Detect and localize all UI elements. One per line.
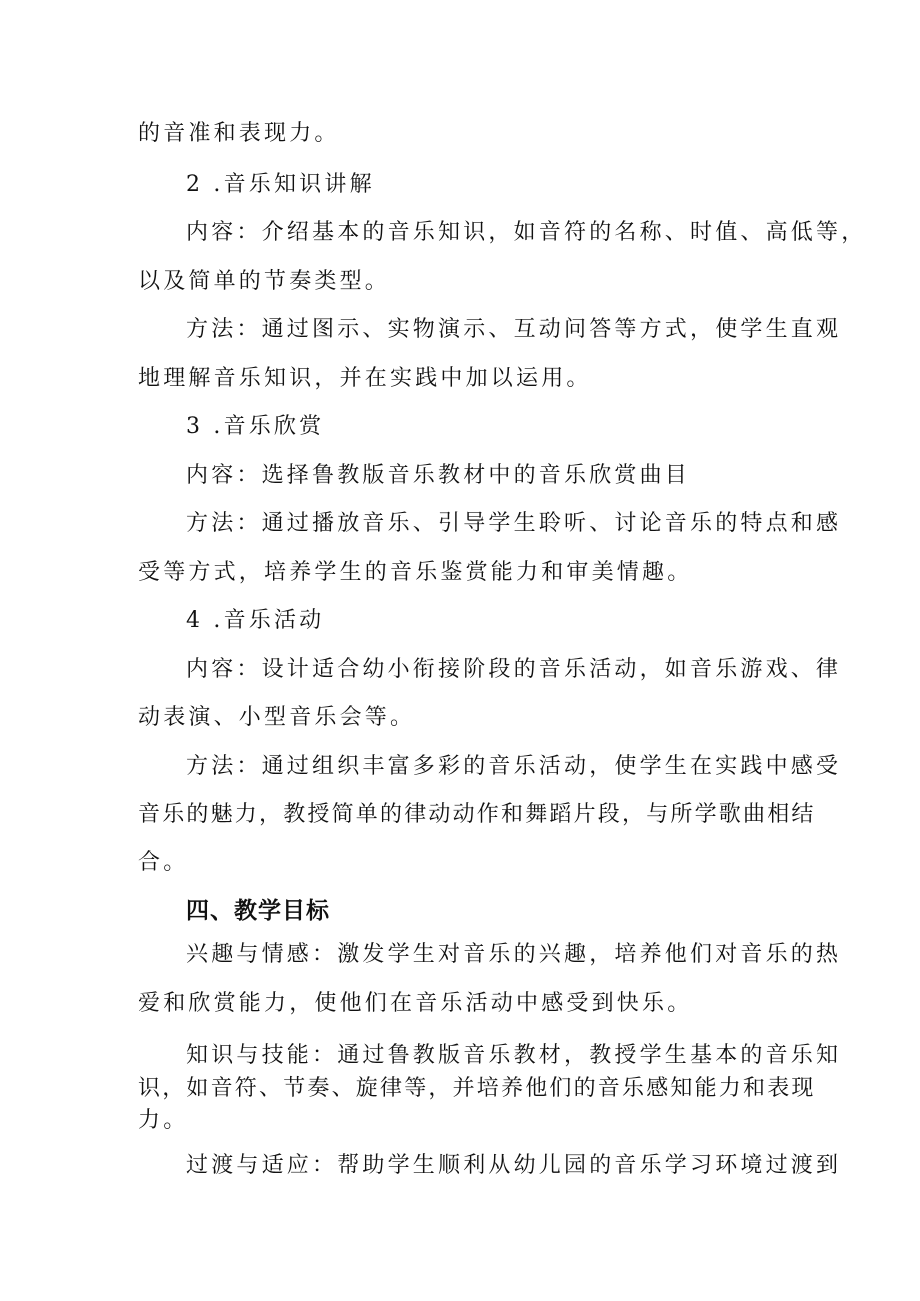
paragraph-line: 力。: [138, 1108, 189, 1133]
paragraph-line: 地理解音乐知识，并在实践中加以运用。: [138, 366, 592, 391]
paragraph-line: 方法：通过组织丰富多彩的音乐活动，使学生在实践中感受: [186, 754, 842, 779]
paragraph-line: 兴趣与情感：激发学生对音乐的兴趣，培养他们对音乐的热: [186, 942, 842, 967]
paragraph-line: 识，如音符、节奏、旋律等，并培养他们的音乐感知能力和表现: [138, 1076, 816, 1101]
section-heading-music-activities: 4 .音乐活动: [186, 608, 325, 633]
paragraph-line: 内容：设计适合幼小衔接阶段的音乐活动，如音乐游戏、律: [186, 657, 842, 682]
paragraph-line: 合。: [138, 850, 189, 875]
section-heading-teaching-goals: 四、教学目标: [186, 898, 330, 924]
paragraph-line: 音乐的魅力，教授简单的律动动作和舞蹈片段，与所学歌曲相结: [138, 802, 816, 827]
paragraph-line: 方法：通过播放音乐、引导学生聆听、讨论音乐的特点和感: [186, 511, 842, 536]
paragraph-line: 的音准和表现力。: [138, 121, 340, 146]
paragraph-line: 动表演、小型音乐会等。: [138, 705, 416, 730]
paragraph-line: 过渡与适应：帮助学生顺利从幼儿园的音乐学习环境过渡到: [186, 1153, 842, 1178]
paragraph-line: 以及简单的节奏类型。: [138, 269, 391, 294]
paragraph-line: 爱和欣赏能力，使他们在音乐活动中感受到快乐。: [138, 991, 693, 1016]
section-heading-music-appreciation: 3 .音乐欣赏: [186, 414, 325, 439]
paragraph-line: 受等方式，培养学生的音乐鉴赏能力和审美情趣。: [138, 560, 693, 585]
paragraph-line: 内容：选择鲁教版音乐教材中的音乐欣赏曲目: [186, 463, 691, 488]
paragraph-line: 方法：通过图示、实物演示、互动问答等方式，使学生直观: [186, 317, 842, 342]
paragraph-line: 知识与技能：通过鲁教版音乐教材，教授学生基本的音乐知: [186, 1043, 842, 1068]
section-heading-music-knowledge: 2 .音乐知识讲解: [186, 172, 375, 197]
paragraph-line: 内容：介绍基本的音乐知识，如音符的名称、时值、高低等，: [186, 220, 867, 245]
